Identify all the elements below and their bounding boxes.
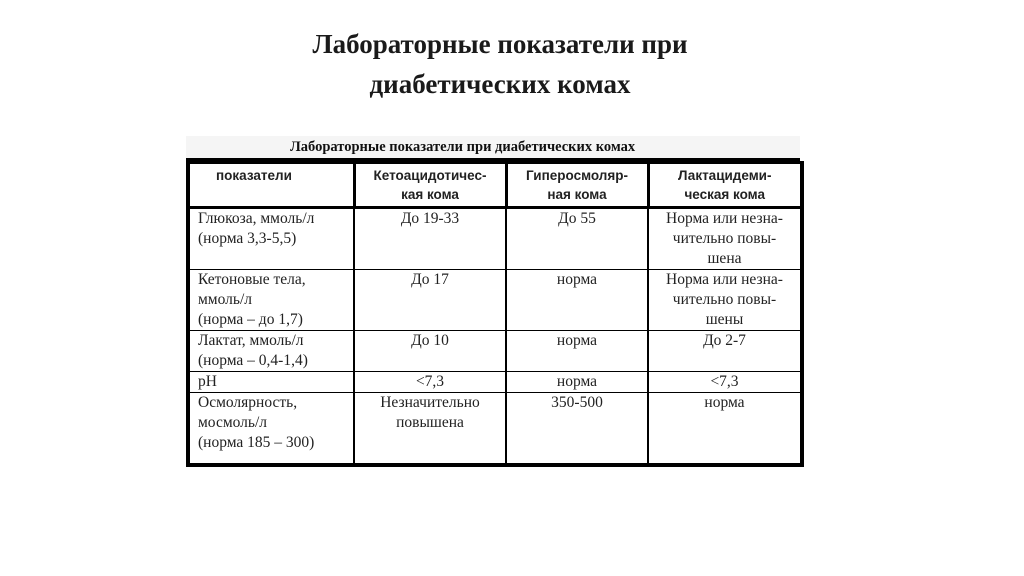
cell-line: Незначительно (380, 394, 480, 411)
cell-lactic (648, 372, 802, 393)
cell-line: норма (704, 394, 745, 411)
cell-line: норма (556, 373, 598, 390)
header-lactic-acidosis-coma (648, 163, 802, 208)
cell-hyperosmolar (506, 270, 648, 331)
header-line: показатели (216, 168, 292, 183)
header-ketoacidotic-coma (354, 163, 506, 208)
row-label-ph (188, 372, 354, 393)
cell-ketoacidotic (354, 331, 506, 372)
cell-line: (норма – до 1,7) (198, 311, 303, 328)
cell-line: шена (707, 250, 742, 267)
header-indicators (188, 163, 354, 208)
row-label-lactate (188, 331, 354, 372)
cell-line: Кетоновые тела, (198, 271, 306, 288)
lab-indicators-table (186, 161, 804, 467)
table-row (188, 208, 802, 270)
header-line: Лактацидеми- (678, 168, 772, 183)
header-line: ческая кома (684, 187, 766, 202)
cell-line: (норма – 0,4-1,4) (198, 352, 308, 369)
cell-hyperosmolar (506, 393, 648, 466)
cell-line: (норма 3,3-5,5) (198, 230, 297, 247)
table-header-row (188, 163, 802, 208)
cell-line: ммоль/л (198, 291, 253, 308)
cell-lactic (648, 270, 802, 331)
slide-title-line: Лабораторные показатели при (312, 29, 688, 59)
cell-ketoacidotic (354, 372, 506, 393)
cell-line: Норма или незна- (666, 271, 783, 288)
table-row (188, 270, 802, 331)
cell-lactic (648, 208, 802, 270)
cell-line: повышена (396, 414, 464, 431)
cell-line: норма (556, 271, 598, 288)
cell-hyperosmolar (506, 208, 648, 270)
header-line: Гиперосмоляр- (525, 168, 628, 183)
cell-line: чительно повы- (672, 230, 777, 247)
cell-line: чительно повы- (672, 291, 777, 308)
cell-line: Глюкоза, ммоль/л (198, 210, 315, 227)
cell-hyperosmolar (506, 331, 648, 372)
cell-line: До 2-7 (703, 332, 746, 349)
cell-line: мосмоль/л (198, 414, 268, 431)
header-line: ная кома (547, 187, 607, 202)
cell-lactic (648, 331, 802, 372)
cell-line: шены (705, 311, 744, 328)
cell-line: Норма или незна- (666, 210, 783, 227)
header-line: Кетоацидотичес- (373, 168, 487, 183)
cell-line: До 19-33 (400, 210, 460, 227)
cell-line: норма (556, 332, 598, 349)
cell-line: До 55 (558, 210, 596, 227)
cell-line: Лактат, ммоль/л (198, 332, 304, 349)
slide-title (200, 24, 800, 104)
table-caption: Лабораторные показатели при диабетических комах (186, 136, 800, 161)
cell-hyperosmolar (506, 372, 648, 393)
cell-line: Осмолярность, (198, 394, 298, 411)
cell-line: До 17 (411, 271, 449, 288)
table-row (188, 331, 802, 372)
slide-title-line: диабетических комах (369, 69, 631, 99)
row-label-glucose (188, 208, 354, 270)
row-label-ketones (188, 270, 354, 331)
cell-ketoacidotic (354, 393, 506, 466)
table-row (188, 372, 802, 393)
cell-line: <7,3 (710, 373, 739, 390)
row-label-osmolarity (188, 393, 354, 466)
cell-lactic (648, 393, 802, 466)
cell-line: До 10 (411, 332, 449, 349)
cell-line: (норма 185 – 300) (198, 434, 315, 451)
lab-table-figure (186, 136, 800, 467)
cell-line: 350-500 (551, 394, 603, 411)
cell-ketoacidotic (354, 270, 506, 331)
cell-ketoacidotic (354, 208, 506, 270)
cell-line: <7,3 (415, 373, 445, 390)
cell-line: pH (198, 373, 217, 390)
table-row (188, 393, 802, 466)
header-line: кая кома (401, 187, 459, 202)
header-hyperosmolar-coma (506, 163, 648, 208)
